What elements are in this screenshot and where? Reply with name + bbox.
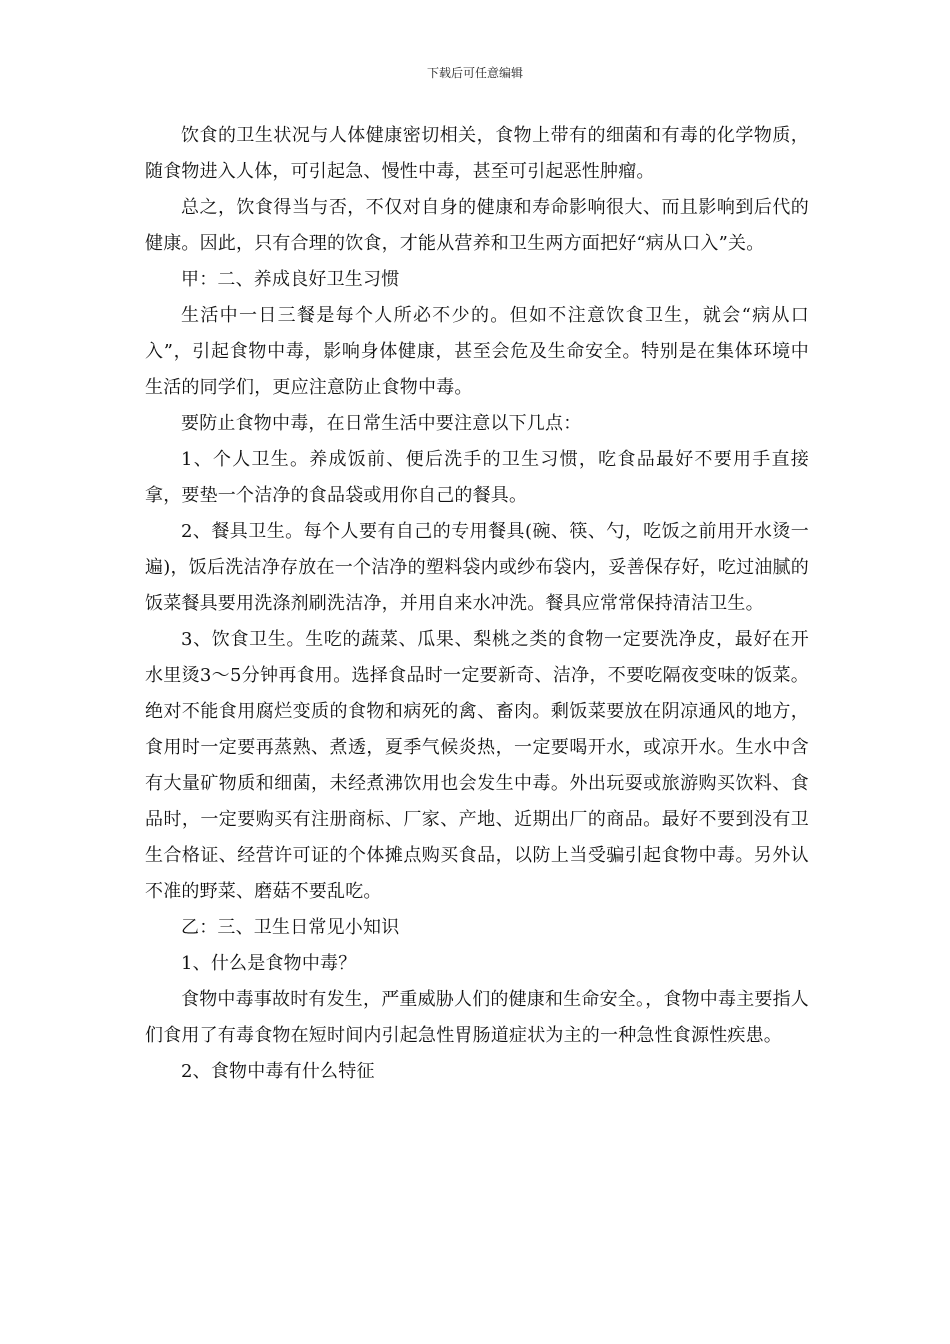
section-heading-hygiene-tips: 乙：三、卫生日常见小知识 [181,917,400,938]
page-header: 下载后可任意编辑 [426,66,523,80]
list-item-food-hygiene: 3、饮食卫生。生吃的蔬菜、瓜果、梨桃之类的食物一定要洗净皮，最好在开水里烫3～5分钟再食用。选择食品时一定要新奇、洁净，不要吃隔夜变味的饭菜。绝对不能食用腐烂变质的食物和病死的禽、畜肉。剩饭菜要放在阴凉通风的地方，食用时一定要再蒸熟、煮透，夏季气候炎热，一定要喝开水，或凉开水。生水中含有大量矿物质和细菌，未经煮沸饮用也会发生中毒。外出玩耍或旅游购买饮料、食品时，一定要购买有注册商标、厂家、产地、近期出厂的商品。最好不要到没有卫生合格证、经营许可证的个体摊点购买食品，以防上当受骗引起食物中毒。另外认不准的野菜、磨菇不要乱吃。 [145,629,809,902]
document-body [145,118,809,1090]
paragraph-prevention-points: 要防止食物中毒，在日常生活中要注意以下几点： [181,413,582,434]
list-item-tableware-hygiene: 2、餐具卫生。每个人要有自己的专用餐具(碗、筷、勺，吃饭之前用开水烫一遍)，饭后洗洁净存放在一个洁净的塑料袋内或纱布袋内，妥善保存好，吃过油腻的饭菜餐具要用洗涤剂刷洗洁净，并用自来水冲洗。餐具应常常保持清洁卫生。 [145,521,809,614]
paragraph-diet-summary: 总之，饮食得当与否，不仅对自身的健康和寿命影响很大、而且影响到后代的健康。因此，只有合理的饮食，才能从营养和卫生两方面把好“病从口入”关。 [145,197,809,254]
paragraph-three-meals: 生活中一日三餐是每个人所必不少的。但如不注意饮食卫生，就会“病从口入”，引起食物中毒，影响身体健康，甚至会危及生命安全。特别是在集体环境中生活的同学们，更应注意防止食物中毒。 [145,305,809,398]
section-heading-good-habits: 甲：二、养成良好卫生习惯 [181,269,400,290]
question-what-is-food-poisoning: 1、什么是食物中毒？ [181,953,357,974]
paragraph-diet-hygiene-intro: 饮食的卫生状况与人体健康密切相关，食物上带有的细菌和有毒的化学物质，随食物进入人体，可引起急、慢性中毒，甚至可引起恶性肿瘤。 [145,125,809,182]
paragraph-food-poisoning-definition: 食物中毒事故时有发生，严重威胁人们的健康和生命安全。，食物中毒主要指人们食用了有毒食物在短时间内引起急性胃肠道症状为主的一种急性食源性疾患。 [145,989,809,1046]
question-food-poisoning-features: 2、食物中毒有什么特征 [181,1061,375,1082]
list-item-personal-hygiene: 1、个人卫生。养成饭前、便后洗手的卫生习惯，吃食品最好不要用手直接拿，要垫一个洁净的食品袋或用你自己的餐具。 [145,449,809,506]
